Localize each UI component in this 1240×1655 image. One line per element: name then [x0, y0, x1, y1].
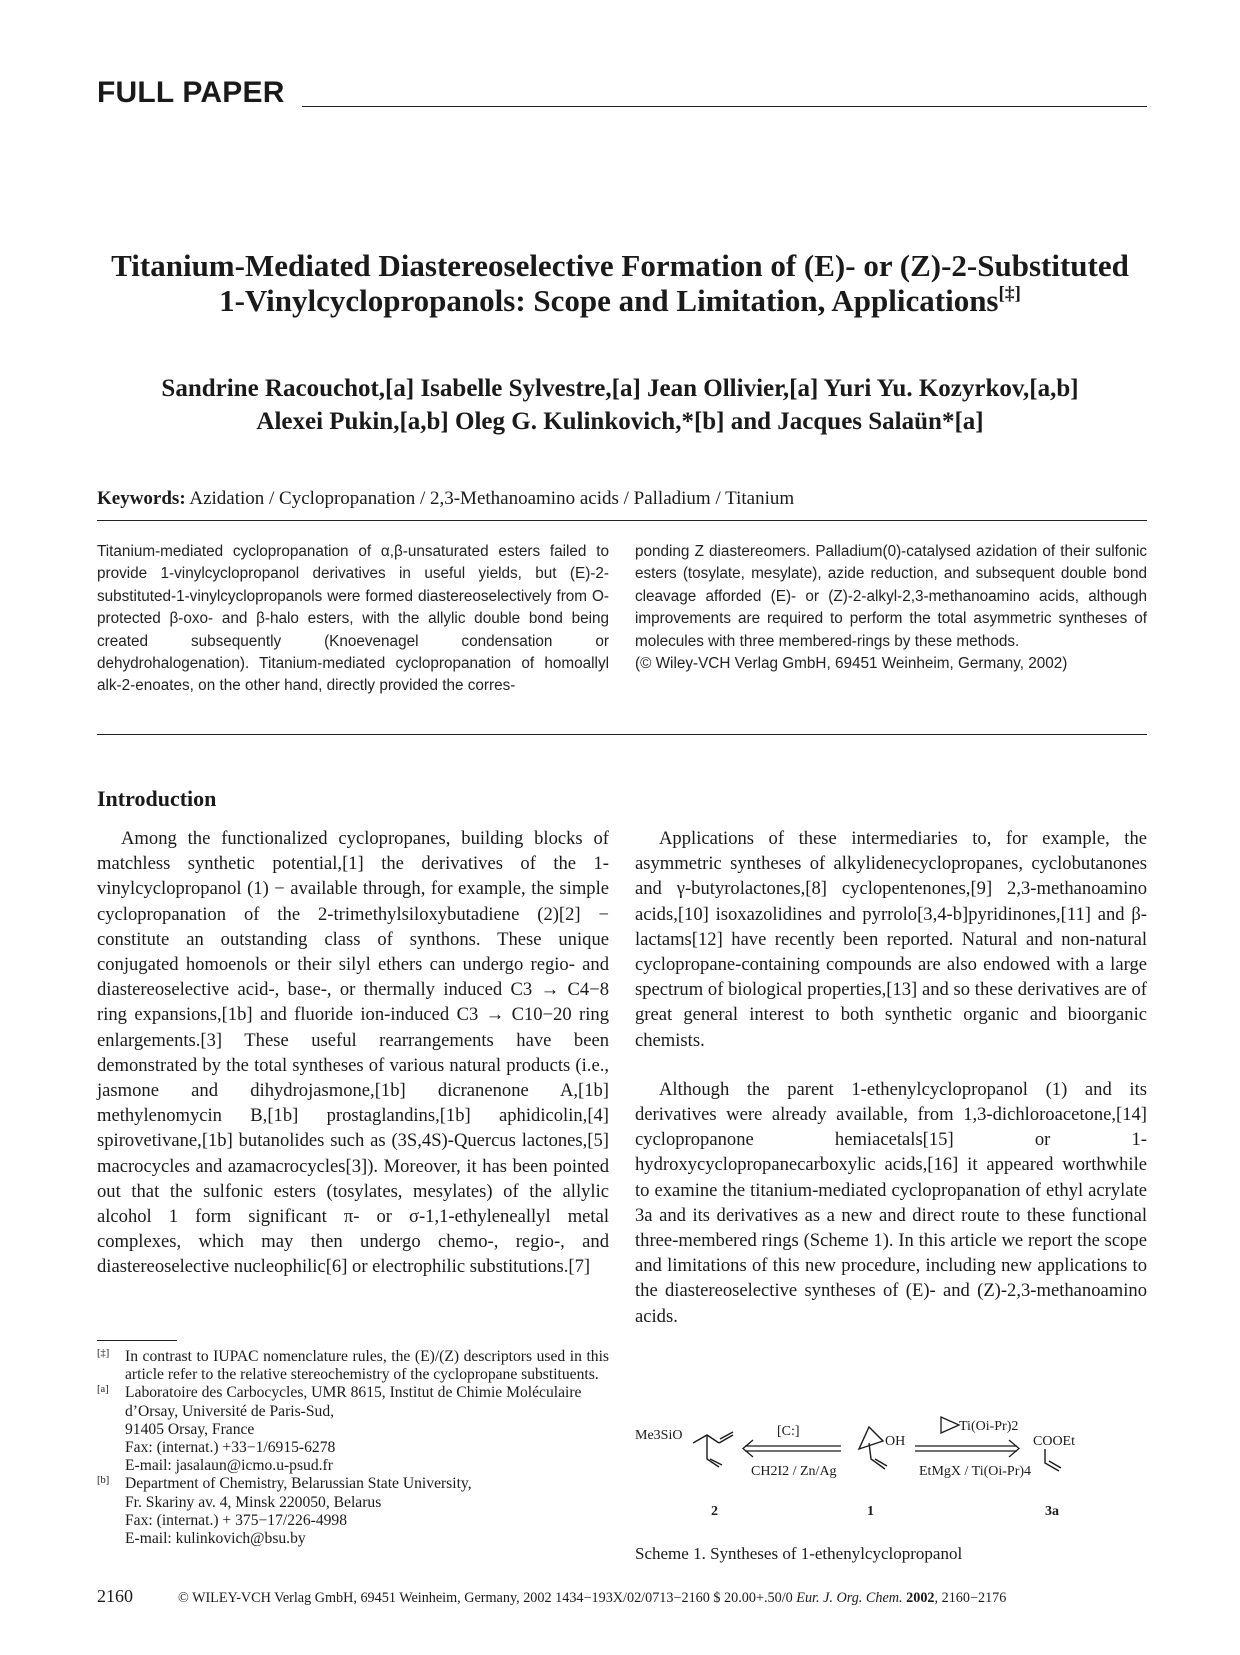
keywords	[97, 488, 794, 510]
footer-copyright: © WILEY-VCH Verlag GmbH, 69451 Weinheim, Germany, 2002 1434−193X/02/0713−2160 $ 20.00+.50/0	[178, 1590, 793, 1606]
footnote-line: Department of Chemistry, Belarussian State University,	[125, 1475, 472, 1493]
abstract-left-column: Titanium-mediated cyclopropanation of α,β-unsaturated esters failed to provide 1-vinylcyclopropanol derivatives in useful yields, but (E)-2-substituted-1-vinylcyclopropanols were formed diastereoselectively from O-protected β-oxo- and β-halo esters, with the allylic double bond being created subsequently (Knoevenagel condensation or dehydrohalogenation). Titanium-mediated cyclopropanation of homoallyl alk-2-enoates, on the other hand, directly provided the corres-	[97, 543, 609, 695]
body-right-column	[635, 826, 1147, 1353]
compound-3a-label: 3a	[1045, 1504, 1059, 1519]
label-ti-reagent: Ti(Oi-Pr)2	[959, 1419, 1019, 1434]
arrow-left	[743, 1440, 841, 1457]
title-line-2	[60, 283, 1180, 318]
footer-year: 2002	[906, 1590, 935, 1606]
keywords-label: Keywords:	[97, 488, 186, 509]
footnote-line: In contrast to IUPAC nomenclature rules, the (E)/(Z) descriptors used in this article refer to the relative stereochemistry of the cyclopropane substituents.	[125, 1348, 609, 1384]
abstract-right-text: ponding Z diastereomers. Palladium(0)-catalysed azidation of their sulfonic esters (tosylate, mesylate), azide reduction, and subsequent double bond cleavage afforded (E)- or (Z)-2-alkyl-2,3-methanoamino acids, although improvements are required to perform the total asymmetric syntheses of molecules with three membered-rings by these methods.	[635, 543, 1147, 650]
scheme-1-diagram	[633, 1405, 1153, 1530]
footnote-mark: [a]	[97, 1384, 109, 1396]
intro-paragraph-1: Among the functionalized cyclopropanes, building blocks of matchless synthetic potential,[1] the derivatives of the 1-vinylcyclopropanol (1) − available through, for example, the simple cyclopropanation of the 2-trimethylsiloxybutadiene (2)[2] − constitute an outstanding class of synthons. These unique conjugated homoenols or their silyl ethers can undergo regio- and diastereoselective acid-, base-, or thermally induced C3 → C4−8 ring expansions,[1b] and fluoride ion-induced C3 → C10−20 ring enlargements.[3] These useful rearrangements have been demonstrated by the total syntheses of various natural products (i.e., jasmone and dihydrojasmone,[1b] dicranenone A,[1b] methylenomycin B,[1b] prostaglandins,[1b] aphidicolin,[4] spirovetivane,[1b] butanolides such as (3S,4S)-Quercus lactones,[5] macrocycles and azamacrocycles[3]). Moreover, it has been pointed out that the sulfonic esters (tosylates, mesylates) of the allylic alcohol 1 form significant π- or σ-1,1-ethyleneallyl metal complexes, which may then undergo chemo-, regio-, and diastereoselective nucleophilic[6] or electrophilic substitutions.[7]	[97, 828, 609, 1278]
footnote-mark: [‡]	[97, 1348, 110, 1359]
footnote-mark: [b]	[97, 1475, 110, 1487]
label-cooet: COOEt	[1033, 1434, 1075, 1449]
label-oh: OH	[885, 1434, 906, 1449]
article-title	[60, 248, 1180, 318]
footer-pages: , 2160−2176	[934, 1590, 1007, 1606]
authors-line-2: Alexei Pukin,[a,b] Oleg G. Kulinkovich,*[b] and Jacques Salaün*[a]	[256, 408, 984, 435]
footnote-line: Fr. Skariny av. 4, Minsk 220050, Belarus	[125, 1493, 382, 1511]
footnote-line: 91405 Orsay, France	[125, 1420, 255, 1438]
footnote-affiliation-a	[97, 1384, 609, 1475]
scheme-caption: Scheme 1. Syntheses of 1-ethenylcyclopropanol	[635, 1544, 963, 1563]
keywords-list: Azidation / Cyclopropanation / 2,3-Methanoamino acids / Palladium / Titanium	[189, 488, 795, 509]
footnote-line: Fax: (internat.) + 375−17/226-4998	[125, 1511, 348, 1529]
footnote-email[interactable]: E-mail: jasalaun@icmo.u-psud.fr	[125, 1457, 333, 1475]
footnote-line: Fax: (internat.) +33−1/6915-6278	[125, 1439, 336, 1457]
title-line-1: Titanium-Mediated Diastereoselective Formation of (E)- or (Z)-2-Substituted	[111, 248, 1129, 283]
author-list	[60, 372, 1180, 438]
compound-2-structure	[693, 1432, 733, 1467]
abstract-bottom-rule	[97, 734, 1147, 735]
header-rule	[302, 106, 1147, 107]
abstract-right-column	[635, 541, 1147, 675]
body-left-column	[97, 826, 609, 1304]
authors-line-1: Sandrine Racouchot,[a] Isabelle Sylvestre,[a] Jean Ollivier,[a] Yuri Yu. Kozyrkov,[a,b]	[161, 375, 1079, 402]
intro-paragraph-3: Although the parent 1-ethenylcyclopropanol (1) and its derivatives were already available, from 1,3-dichloroacetone,[14] cyclopropanone hemiacetals[15] or 1-hydroxycyclopropanecarboxylic acids,[16] it appeared worthwhile to examine the titanium-mediated cyclopropanation of ethyl acrylate 3a and its derivatives as a new and direct route to these functional three-membered rings (Scheme 1). In this article we report the scope and limitations of this new procedure, including new applications to the diastereoselective syntheses of (E)- and (Z)-2,3-methanoamino acids.	[635, 1078, 1147, 1327]
footnote-dagger	[97, 1348, 609, 1384]
label-carbene: [C:]	[777, 1424, 800, 1439]
compound-3a-structure	[1045, 1449, 1061, 1471]
abstract-copyright: (© Wiley-VCH Verlag GmbH, 69451 Weinheim, Germany, 2002)	[635, 655, 1068, 673]
compound-2-label: 2	[711, 1504, 718, 1519]
section-label: FULL PAPER	[97, 76, 285, 109]
label-ch2i2: CH2I2 / Zn/Ag	[751, 1464, 837, 1479]
footer-citation	[178, 1590, 1006, 1607]
label-me3sio: Me3SiO	[635, 1428, 683, 1443]
title-note-mark: [‡]	[998, 283, 1021, 305]
page-number: 2160	[97, 1586, 133, 1606]
footnote-rule	[97, 1340, 177, 1341]
footnote-line: Laboratoire des Carbocycles, UMR 8615, Institut de Chimie Moléculaire d’Orsay, Université de Paris-Sud,	[125, 1384, 582, 1420]
section-heading-introduction: Introduction	[97, 786, 217, 811]
label-etmgx: EtMgX / Ti(Oi-Pr)4	[919, 1464, 1032, 1479]
intro-paragraph-2: Applications of these intermediaries to, for example, the asymmetric syntheses of alkylidenecyclopropanes, cyclobutanones and γ-butyrolactones,[8] cyclopentenones,[9] 2,3-methanoamino acids,[10] isoxazolidines and pyrrolo[3,4-b]pyridinones,[11] and β-lactams[12] have recently been reported. Natural and non-natural cyclopropane-containing compounds are also endowed with a large spectrum of biological properties,[13] and so these derivatives are of great general interest to both synthetic organic and bioorganic chemists.	[635, 828, 1147, 1051]
compound-1-structure	[859, 1427, 887, 1469]
footnote-email[interactable]: E-mail: kulinkovich@bsu.by	[125, 1530, 306, 1548]
footnotes	[97, 1348, 609, 1548]
footer-journal: Eur. J. Org. Chem.	[796, 1590, 903, 1606]
abstract-top-rule	[97, 520, 1147, 521]
footnote-affiliation-b	[97, 1475, 609, 1548]
title-line-2-text: 1-Vinylcyclopropanols: Scope and Limitation, Applications	[219, 283, 999, 318]
compound-1-label: 1	[867, 1504, 874, 1519]
